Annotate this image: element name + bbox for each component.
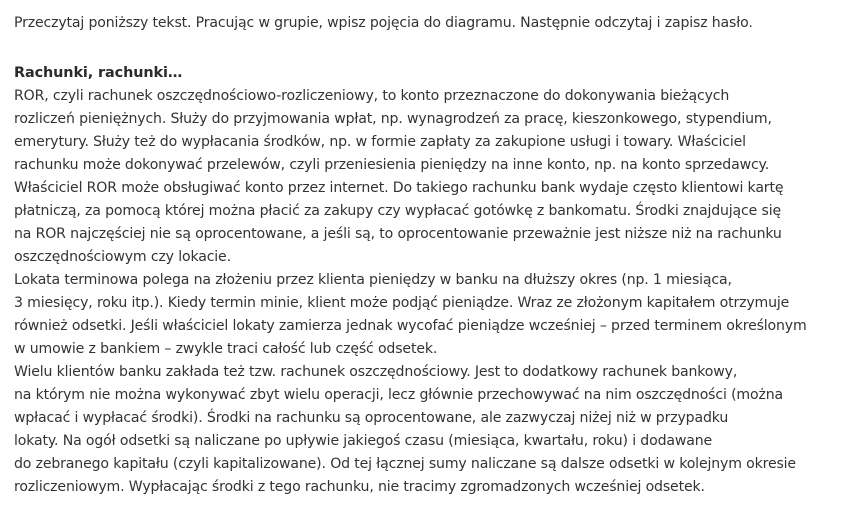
article-line: ROR, czyli rachunek oszczędnościowo-rozliczeniowy, to konto przeznaczone do dokonywania bieżących [14,88,730,104]
instruction-text: Przeczytaj poniższy tekst. Pracując w grupie, wpisz pojęcia do diagramu. Następnie odczytaj i zapisz hasło. [14,15,753,31]
article-line: na którym nie można wykonywać zbyt wielu operacji, lecz głównie przechowywać na nim oszczędności (można [14,387,783,403]
article-line: również odsetki. Jeśli właściciel lokaty zamierza jednak wycofać pieniądze wcześniej – przed terminem określonym [14,318,807,334]
article-line: w umowie z bankiem – zwykle traci całość lub część odsetek. [14,341,438,357]
article-line: wpłacać i wypłacać środki). Środki na rachunku są oprocentowane, ale zazwyczaj niżej niż w przypadku [14,410,729,426]
article-line: na ROR najczęściej nie są oprocentowane, a jeśli są, to oprocentowanie przeważnie jest niższe niż na rachunku [14,226,782,242]
article-line: Właściciel ROR może obsługiwać konto przez internet. Do takiego rachunku bank wydaje często klientowi kartę [14,180,784,196]
article-line: Wielu klientów banku zakłada też tzw. rachunek oszczędnościowy. Jest to dodatkowy rachunek bankowy, [14,364,738,380]
article-line: 3 miesięcy, roku itp.). Kiedy termin minie, klient może podjąć pieniądze. Wraz ze złożonym kapitałem otrzymuje [14,295,790,311]
article-line: do zebranego kapitału (czyli kapitalizowane). Od tej łącznej sumy naliczane są dalsze odsetki w kolejnym okresie [14,456,796,472]
article-line: emerytury. Służy też do wypłacania środków, np. w formie zapłaty za zakupione usługi i towary. Właściciel [14,134,746,150]
article-title: Rachunki, rachunki… [14,65,183,81]
article-line: rachunku może dokonywać przelewów, czyli przeniesienia pieniędzy na inne konto, np. na konto sprzedawcy. [14,157,770,173]
article-line: rozliczeniowym. Wypłacając środki z tego rachunku, nie tracimy zgromadzonych wcześniej odsetek. [14,479,705,495]
article-line: płatniczą, za pomocą której można płacić za zakupy czy wypłacać gotówkę z bankomatu. Środki znajdujące się [14,203,781,219]
article-line: lokaty. Na ogół odsetki są naliczane po upływie jakiegoś czasu (miesiąca, kwartału, roku) i dodawane [14,433,713,449]
article-line: Lokata terminowa polega na złożeniu przez klienta pieniędzy w banku na dłuższy okres (np. 1 miesiąca, [14,272,732,288]
article-line: oszczędnościowym czy lokacie. [14,249,231,265]
article-line: rozliczeń pieniężnych. Służy do przyjmowania wpłat, np. wynagrodzeń za pracę, kieszonkowego, stypendium, [14,111,772,127]
